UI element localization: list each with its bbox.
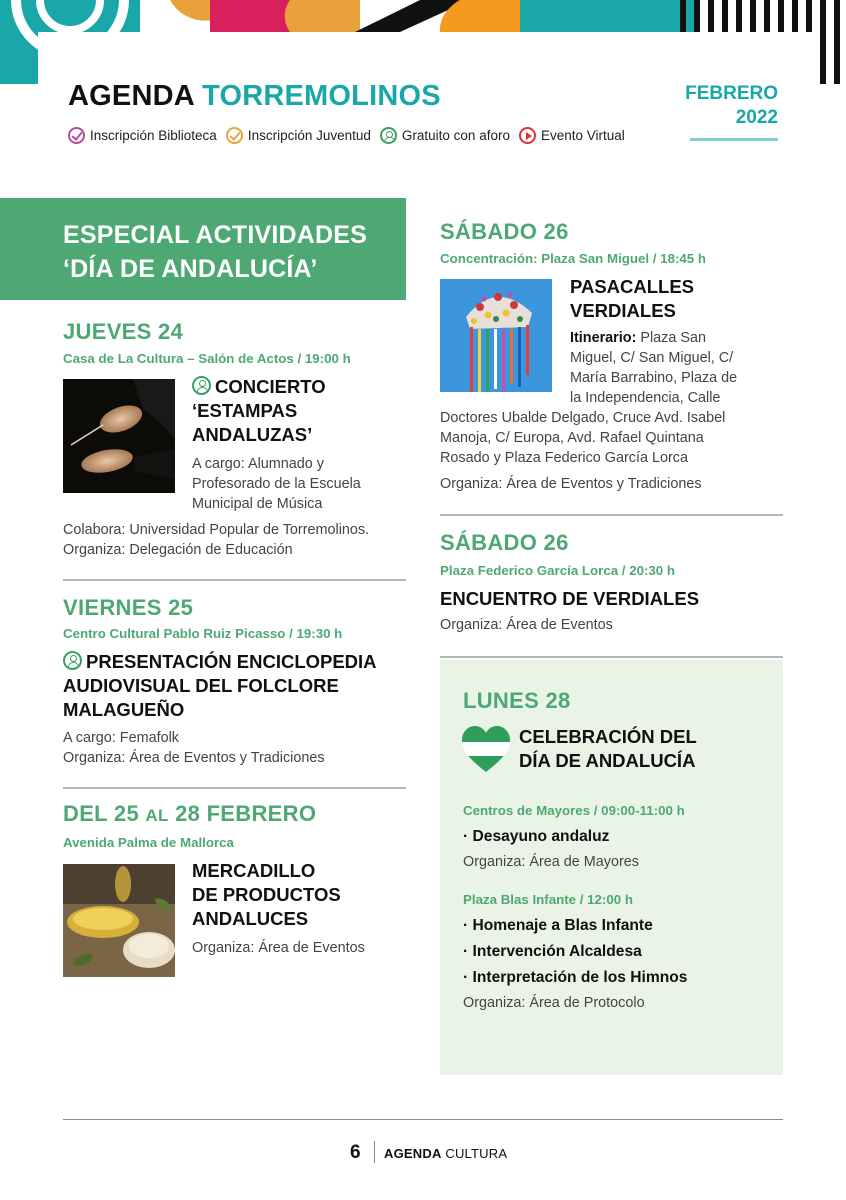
legend-item-biblioteca bbox=[68, 127, 217, 144]
itinerary-label: Itinerario: bbox=[570, 330, 637, 346]
special-section-banner bbox=[0, 198, 406, 300]
issue-month: FEBRERO bbox=[685, 83, 778, 104]
special-line-1: ESPECIAL ACTIVIDADES bbox=[63, 221, 368, 249]
verdiales-hat-photo bbox=[440, 279, 552, 392]
concert-photo bbox=[63, 379, 175, 493]
event-credits bbox=[63, 520, 369, 560]
divider bbox=[63, 579, 406, 581]
organiza-text: Organiza: Área de Protocolo bbox=[463, 995, 645, 1011]
event-title-presentacion: PRESENTACIÓN ENCICLOPEDIA AUDIOVISUAL DEL FOLCLORE MALAGUEÑO bbox=[63, 651, 377, 720]
event-place-time: Centro Cultural Pablo Ruiz Picasso / 19:30 h bbox=[63, 626, 343, 641]
legend-label: Inscripción Juventud bbox=[247, 128, 371, 143]
organiza-text: Organiza: Área de Eventos bbox=[440, 617, 613, 633]
event-place-time: Centros de Mayores / 09:00-11:00 h bbox=[463, 803, 685, 818]
title-torremolinos: TORREMOLINOS bbox=[202, 80, 441, 112]
event-place: Avenida Palma de Mallorca bbox=[63, 835, 234, 850]
event-place-time: Concentración: Plaza San Miguel / 18:45 h bbox=[440, 251, 707, 266]
date-underline bbox=[690, 138, 778, 141]
divider bbox=[63, 787, 406, 789]
footer-label: AGENDA CULTURA bbox=[384, 1146, 508, 1161]
itinerary-text: Itinerario: Plaza San Miguel, C/ San Miguel, C/ María Barrabino, Plaza de la Independencia, Calle bbox=[570, 330, 738, 406]
check-circle-magenta-icon bbox=[68, 127, 85, 144]
event-description: A cargo: Alumnado y Profesorado de la Escuela Municipal de Música bbox=[192, 456, 361, 512]
day-heading-jueves: JUEVES 24 bbox=[63, 319, 184, 344]
issue-date bbox=[685, 82, 778, 130]
person-circle-green-icon bbox=[192, 376, 211, 395]
footer-divider bbox=[63, 1119, 783, 1120]
legend-item-gratuito bbox=[380, 127, 510, 144]
day-heading-viernes: VIERNES 25 bbox=[63, 595, 194, 620]
event-title-concierto: CONCIERTO ‘ESTAMPAS ANDALUZAS’ bbox=[192, 376, 326, 445]
legend-item-juventud bbox=[226, 127, 371, 144]
person-circle-green-icon bbox=[63, 651, 82, 670]
check-circle-orange-icon bbox=[226, 127, 243, 144]
olive-oil-image bbox=[63, 864, 175, 977]
title-agenda: AGENDA bbox=[68, 80, 203, 112]
list-item: · Homenaje a Blas Infante bbox=[463, 917, 653, 934]
legend-label: Evento Virtual bbox=[540, 128, 625, 143]
divider bbox=[440, 656, 783, 658]
day-heading-sabado-2: SÁBADO 26 bbox=[440, 530, 569, 555]
olive-oil-bread-photo bbox=[63, 864, 175, 977]
organiza-text: Organiza: Delegación de Educación bbox=[63, 542, 293, 558]
list-item: · Desayuno andaluz bbox=[463, 828, 610, 845]
footer-separator bbox=[374, 1141, 375, 1163]
event-title-encuentro: ENCUENTRO DE VERDIALES bbox=[440, 588, 700, 609]
legend bbox=[68, 127, 634, 144]
day-heading-mercadillo: DEL 25 AL 28 FEBRERO bbox=[63, 801, 317, 826]
colabora-text: Colabora: Universidad Popular de Torremolinos. bbox=[63, 522, 370, 538]
page-title bbox=[68, 82, 441, 111]
day-heading-sabado-1: SÁBADO 26 bbox=[440, 219, 569, 244]
legend-label: Inscripción Biblioteca bbox=[90, 128, 217, 143]
event-place-time: Plaza Federico García Lorca / 20:30 h bbox=[440, 563, 676, 578]
organiza-text: Organiza: Área de Eventos y Tradiciones bbox=[63, 750, 325, 766]
organiza-text: Organiza: Área de Mayores bbox=[463, 854, 639, 870]
divider bbox=[440, 514, 783, 516]
andalucia-heart-icon bbox=[462, 726, 510, 774]
event-title-celebracion: CELEBRACIÓN DEL DÍA DE ANDALUCÍA bbox=[519, 726, 697, 771]
play-circle-red-icon bbox=[519, 127, 536, 144]
list-item: · Interpretación de los Himnos bbox=[463, 969, 688, 986]
legend-item-virtual bbox=[519, 127, 625, 144]
person-circle-green-icon bbox=[380, 127, 397, 144]
event-place-time: Casa de La Cultura – Salón de Actos / 19:00 h bbox=[63, 351, 351, 366]
organiza-text: Organiza: Área de Eventos bbox=[192, 940, 365, 956]
itinerary-text-continued: Doctores Ubalde Delgado, Cruce Avd. Isabel Manoja, C/ Europa, Avd. Rafael Quintana Rosado y Plaza Federico García Lorca bbox=[440, 410, 726, 466]
special-line-2: ‘DÍA DE ANDALUCÍA’ bbox=[63, 255, 318, 283]
issue-year: 2022 bbox=[735, 107, 778, 128]
event-place-time: Plaza Blas Infante / 12:00 h bbox=[463, 892, 633, 907]
conductor-hands-image bbox=[63, 379, 175, 493]
event-description: A cargo: Femafolk Organiza: Área de Eventos y Tradiciones bbox=[63, 730, 325, 766]
day-heading-lunes: LUNES 28 bbox=[463, 688, 571, 713]
legend-label: Gratuito con aforo bbox=[401, 128, 510, 143]
event-title-mercadillo: MERCADILLO DE PRODUCTOS ANDALUCES bbox=[192, 860, 341, 929]
verdiales-hat-image bbox=[440, 279, 552, 392]
event-title-pasacalles: PASACALLES VERDIALES bbox=[570, 276, 695, 321]
organiza-text: Organiza: Área de Eventos y Tradiciones bbox=[440, 476, 702, 492]
list-item: · Intervención Alcaldesa bbox=[463, 943, 642, 960]
page-number: 6 bbox=[350, 1142, 361, 1163]
